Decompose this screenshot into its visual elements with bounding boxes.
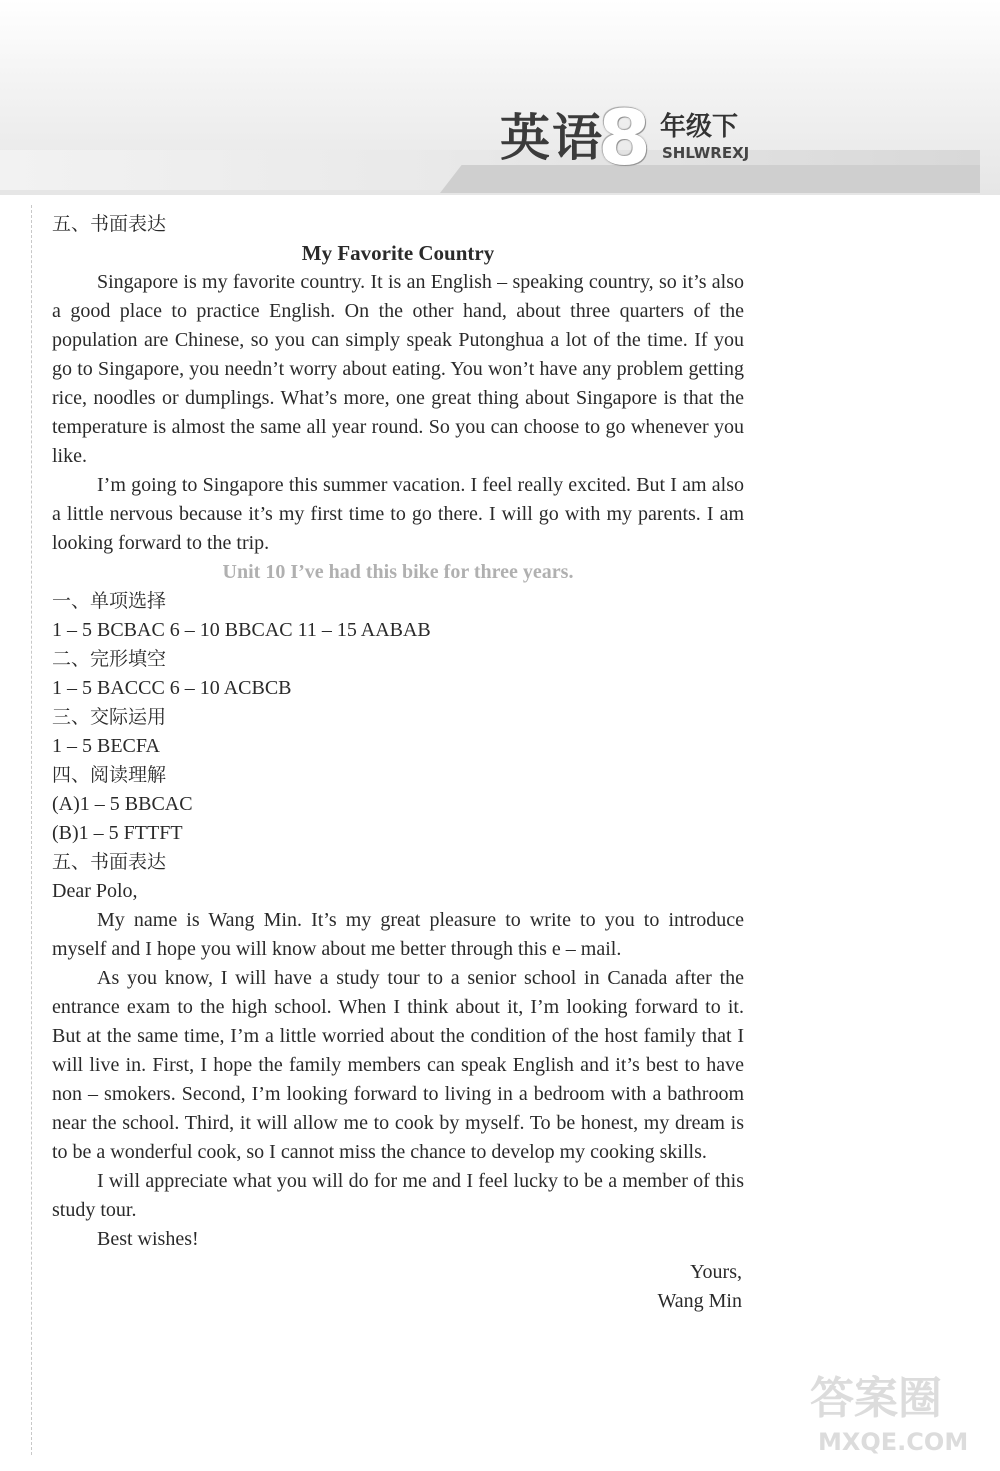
essay-body bbox=[52, 268, 744, 558]
letter-closing: Yours, bbox=[690, 1261, 742, 1283]
letter-paragraph: I will appreciate what you will do for me and I feel lucky to be a member of this study tour. bbox=[52, 1170, 744, 1221]
header-banner bbox=[0, 0, 1000, 195]
answer-line: (A)1 – 5 BBCAC bbox=[52, 793, 193, 815]
letter-paragraph: As you know, I will have a study tour to a senior school in Canada after the entrance exam to the high school. When I think about it, I’m looking forward to it. But at the same time, I’m a little worried about the condition of the host family that I will live in. First, I hope the family members can speak English and it’s best to have non – smokers. Second, I’m looking forward to living in a bedroom with a bathroom near the school. Third, it will allow me to cook by myself. To be honest, my dream is to be a wonderful cook, so I cannot miss the chance to develop my cooking skills. bbox=[52, 967, 744, 1163]
book-code: SHLWREXJ bbox=[662, 144, 750, 162]
essay-title: My Favorite Country bbox=[301, 241, 495, 265]
watermark-url: MXQE.COM bbox=[818, 1428, 969, 1456]
grade-number: 8 bbox=[598, 93, 651, 182]
answer-heading: 一、单项选择 bbox=[52, 590, 167, 612]
section-heading: 五、书面表达 bbox=[52, 851, 167, 873]
answer-heading: 四、阅读理解 bbox=[52, 764, 167, 786]
answer-line: (B)1 – 5 FTTFT bbox=[52, 822, 183, 844]
unit-title: Unit 10 I’ve had this bike for three years. bbox=[222, 561, 574, 583]
essay-paragraph: Singapore is my favorite country. It is an English – speaking country, so it’s also a good place to practice English. On the other hand, about three quarters of the population are Chinese, so you can simply speak Putonghua a lot of the time. If you go to Singapore, you needn’t worry about eating. You won’t have any problem getting rice, noodles or dumplings. What’s more, one great thing about Singapore is that the temperature is almost the same all year round. So you can choose to go whenever you like. bbox=[52, 271, 744, 467]
answer-line: 1 – 5 BACCC 6 – 10 ACBCB bbox=[52, 677, 292, 699]
answer-heading: 二、完形填空 bbox=[52, 648, 167, 670]
letter-paragraph: Best wishes! bbox=[97, 1228, 199, 1250]
answer-line: 1 – 5 BCBAC 6 – 10 BBCAC 11 – 15 AABAB bbox=[52, 619, 431, 641]
header-tab-shape bbox=[440, 165, 980, 193]
section-heading: 五、书面表达 bbox=[52, 213, 167, 235]
subject-title: 英语 bbox=[500, 109, 604, 167]
margin-rule bbox=[31, 205, 32, 1455]
answer-line: 1 – 5 BECFA bbox=[52, 735, 160, 757]
answer-heading: 三、交际运用 bbox=[52, 706, 167, 728]
page-content bbox=[52, 210, 744, 1316]
answer-block bbox=[52, 587, 744, 848]
letter-signature: Wang Min bbox=[657, 1290, 742, 1312]
essay-paragraph: I’m going to Singapore this summer vacation. I feel really excited. But I am also a little nervous because it’s my first time to go there. I will go with my parents. I am looking forward to the trip. bbox=[52, 474, 744, 554]
grade-label: 年级下 bbox=[660, 112, 739, 142]
letter-greeting: Dear Polo, bbox=[52, 880, 138, 902]
watermark-logo: 答案圈 bbox=[810, 1373, 942, 1424]
letter-body bbox=[52, 906, 744, 1254]
letter-paragraph: My name is Wang Min. It’s my great pleasure to write to you to introduce myself and I hope you will know about me better through this e – mail. bbox=[52, 909, 744, 960]
